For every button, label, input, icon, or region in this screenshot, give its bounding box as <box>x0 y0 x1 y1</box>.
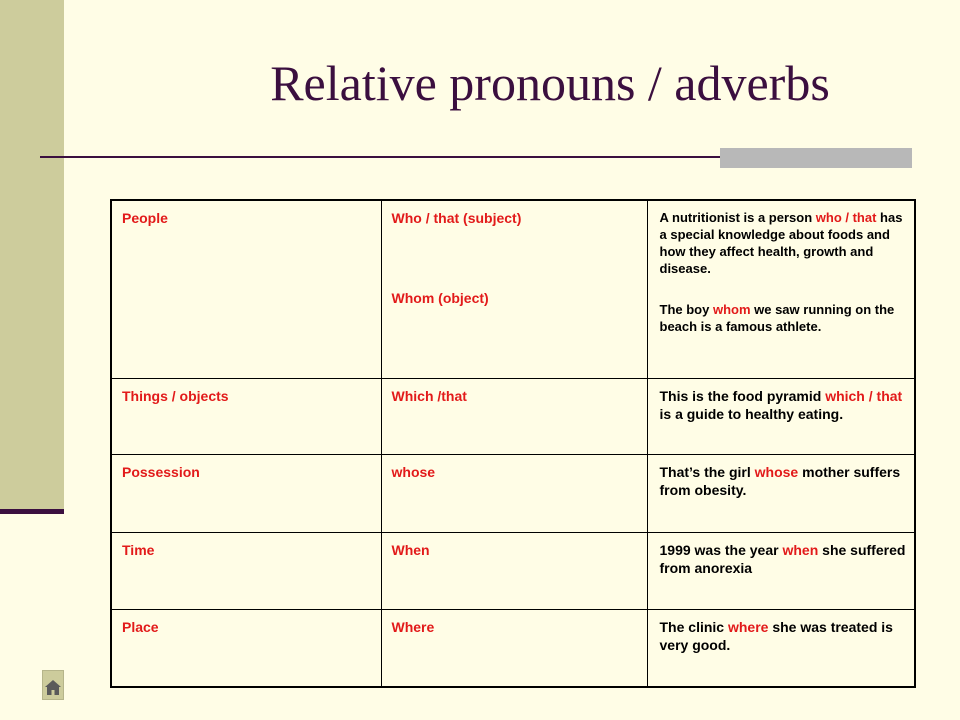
pronoun-cell: whose <box>381 454 647 532</box>
table-row <box>111 378 915 454</box>
highlight-word: where <box>727 618 769 635</box>
table-row <box>111 609 915 687</box>
example-text: has a special knowledge about foods and how they affect health, growth and disease. <box>659 210 903 276</box>
pronoun-cell: Where <box>381 609 647 687</box>
example-sentence <box>660 301 907 335</box>
row-label-cell: People <box>111 200 381 378</box>
example-text: mother suffers from obesity. <box>659 463 901 498</box>
pronoun-object: Whom (object) <box>391 290 489 306</box>
home-icon <box>43 671 63 699</box>
example-text: That’s the girl <box>659 463 755 480</box>
highlight-word: when <box>782 541 819 558</box>
spacer <box>660 277 907 301</box>
highlight-word: whose <box>754 463 799 480</box>
highlight-word: which / that <box>825 387 903 404</box>
example-cell <box>647 454 915 532</box>
example-cell <box>647 532 915 609</box>
home-button[interactable] <box>42 670 64 700</box>
example-text: she was treated is very good. <box>659 618 893 653</box>
example-text: 1999 was the year <box>659 541 783 558</box>
example-text: we saw running on the beach is a famous athlete. <box>659 302 895 334</box>
pronoun-cell: Which /that <box>381 378 647 454</box>
relative-pronouns-table <box>110 199 916 688</box>
pronoun-cell <box>381 200 647 378</box>
spacer <box>392 227 639 289</box>
example-text: is a guide to healthy eating. <box>659 405 844 422</box>
title-accent-bar <box>720 148 912 168</box>
left-decor-line <box>0 509 64 514</box>
row-label-cell: Place <box>111 609 381 687</box>
highlight-word: whom <box>712 302 751 317</box>
left-decor-band <box>0 0 64 512</box>
pronoun-subject: Who / that (subject) <box>391 210 522 226</box>
example-sentence <box>660 209 907 277</box>
pronoun-cell: When <box>381 532 647 609</box>
table-row <box>111 532 915 609</box>
example-text: The clinic <box>659 618 728 635</box>
example-cell <box>647 609 915 687</box>
example-text: A nutritionist is a person <box>659 210 816 225</box>
row-label-cell: Possession <box>111 454 381 532</box>
table-row <box>111 200 915 378</box>
highlight-word: who / that <box>815 210 877 225</box>
row-label-cell: Time <box>111 532 381 609</box>
example-text: The boy <box>659 302 713 317</box>
row-label-cell: Things / objects <box>111 378 381 454</box>
slide-title: Relative pronouns / adverbs <box>270 55 830 111</box>
example-cell <box>647 378 915 454</box>
example-text: This is the food pyramid <box>659 387 826 404</box>
example-text: she suffered from anorexia <box>659 541 906 576</box>
example-cell <box>647 200 915 378</box>
table-row <box>111 454 915 532</box>
